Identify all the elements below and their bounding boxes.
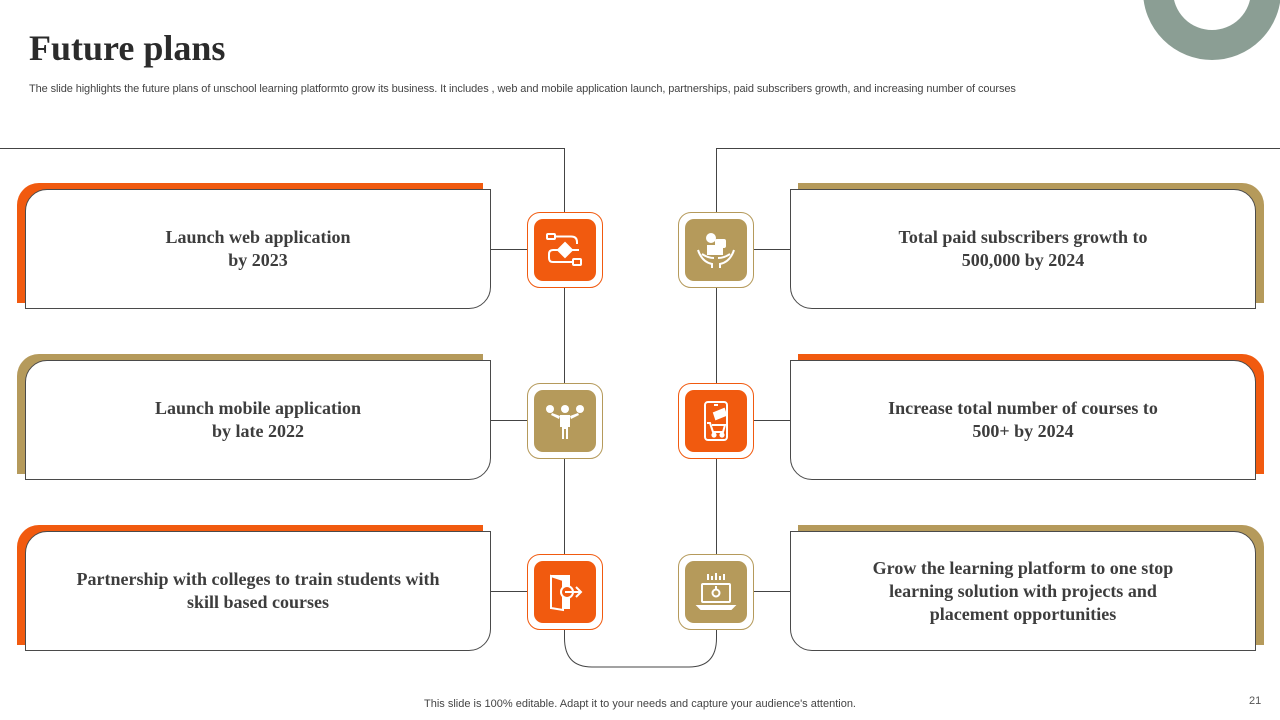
footer-note: This slide is 100% editable. Adapt it to your needs and capture your audience's attention. [424,698,856,710]
page-number: 21 [1249,695,1262,707]
icon-frame [678,554,754,630]
person-choices-icon [534,390,596,452]
plan-text: Partnership with colleges to train students with skill based courses [76,569,440,612]
plan-text: Launch mobile application by late 2022 [154,398,362,441]
plan-card-body [25,189,491,309]
plan-card-body [790,531,1256,651]
workflow-icon [534,219,596,281]
plan-card-platform [790,525,1264,651]
exit-door-icon [534,561,596,623]
hands-growth-icon [685,219,747,281]
page-subtitle: The slide highlights the future plans of unschool learning platformto grow its business. It includes , web and mobile application launch, partnerships, paid subscribers growth, and increasing number of courses [29,83,1016,95]
plan-text: Total paid subscribers growth to 500,000 by 2024 [898,227,1148,270]
page-title: Future plans [29,28,226,68]
plan-card-courses [790,354,1264,480]
plan-card-web-app [17,183,491,309]
laptop-touch-icon [685,561,747,623]
plan-text: Launch web application by 2023 [165,227,351,270]
plan-card-body [790,360,1256,480]
plan-card-body [25,531,491,651]
icon-frame [678,212,754,288]
icon-frame [527,383,603,459]
plan-card-subscribers [790,183,1264,309]
plan-card-body [25,360,491,480]
plan-text: Grow the learning platform to one stop learning solution with projects and placement opportunities [872,557,1174,624]
plan-card-body [790,189,1256,309]
plan-card-mobile-app [17,354,491,480]
mobile-shopping-icon [685,390,747,452]
plan-card-partnership [17,525,491,651]
plan-text: Increase total number of courses to 500+ by 2024 [888,398,1158,441]
icon-frame [527,554,603,630]
icon-frame [678,383,754,459]
icon-frame [527,212,603,288]
